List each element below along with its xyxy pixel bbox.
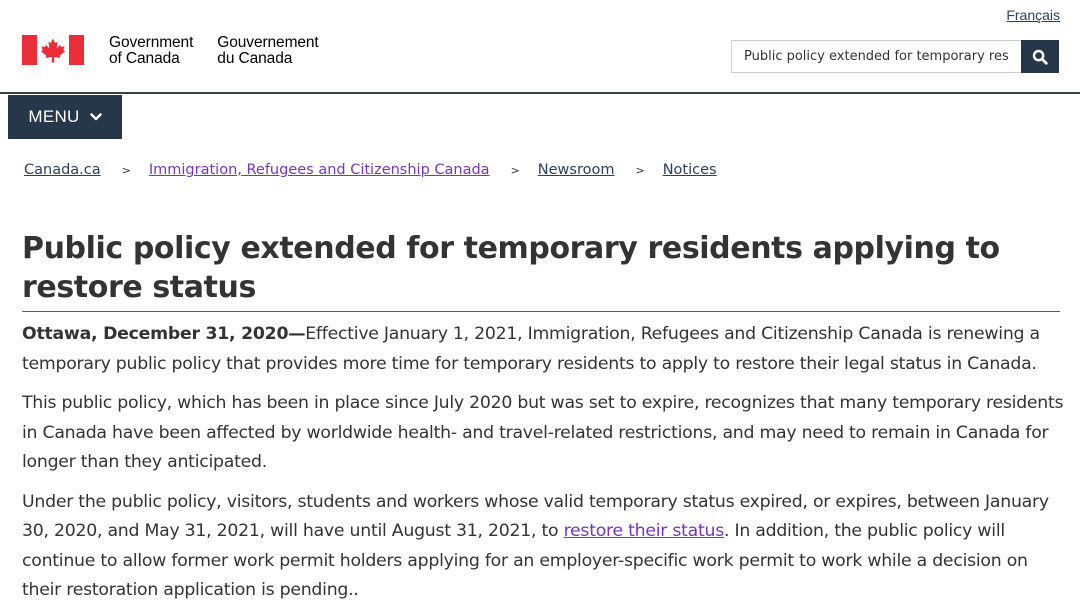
dateline: Ottawa, December 31, 2020— <box>22 324 306 344</box>
site-search <box>731 40 1059 73</box>
page-title: Public policy extended for temporary residents applying to restore status <box>22 231 1000 305</box>
signature-fr-line-2: du Canada <box>217 50 293 67</box>
language-toggle-link[interactable]: Français <box>1006 7 1060 23</box>
paragraph-1-text: Effective January 1, 2021, Immigration, Refugees and Citizenship Canada is renewing a temporary public policy that provides more time for temporary residents to apply to restore their legal status in Canada. <box>22 324 1040 374</box>
header-divider <box>0 92 1080 94</box>
breadcrumb-canada-ca[interactable]: Canada.ca <box>24 162 101 178</box>
search-input[interactable] <box>731 40 1021 73</box>
article-paragraph-2: This public policy, which has been in place since July 2020 but was set to expire, recognizes that many temporary residents in Canada have been affected by worldwide health- and travel-related restrictions, and may need to remain in Canada for longer than they anticipated. <box>22 393 1064 472</box>
breadcrumb-separator: > <box>121 163 131 177</box>
signature-en-line-1: Government <box>109 34 194 51</box>
breadcrumb-newsroom[interactable]: Newsroom <box>537 162 615 178</box>
breadcrumb-notices[interactable]: Notices <box>662 162 717 178</box>
search-icon <box>1032 49 1048 65</box>
article-paragraph-1 <box>22 320 1067 379</box>
breadcrumb <box>24 162 717 178</box>
paragraph-3-text-after: . In addition, the public policy will continue to allow former work permit holders applying for an employer-specific work permit to work while a decision on their restoration application is pending.. <box>22 521 1028 600</box>
government-of-canada-signature[interactable] <box>22 35 319 67</box>
signature-english <box>109 35 193 67</box>
search-button[interactable] <box>1021 40 1059 73</box>
menu-label: MENU <box>28 107 80 126</box>
article-body <box>22 320 1067 616</box>
article-paragraph-3 <box>22 488 1067 606</box>
canada-flag-icon <box>22 35 84 65</box>
breadcrumb-separator: > <box>635 163 645 177</box>
restore-status-link[interactable]: restore their status <box>563 521 724 541</box>
signature-en-line-2: of Canada <box>109 50 180 67</box>
signature-french <box>217 35 318 67</box>
breadcrumb-separator: > <box>510 163 520 177</box>
title-underline <box>22 311 1060 312</box>
paragraph-3-text-before: Under the public policy, visitors, students and workers whose valid temporary status expired, or expires, between January 30, 2020, and May 31, 2021, will have until August 31, 2021, to <box>22 491 1049 541</box>
breadcrumb-ircc[interactable]: Immigration, Refugees and Citizenship Canada <box>148 162 490 178</box>
signature-fr-line-1: Gouvernement <box>217 34 319 51</box>
menu-button[interactable] <box>8 95 122 139</box>
chevron-down-icon <box>90 113 102 121</box>
